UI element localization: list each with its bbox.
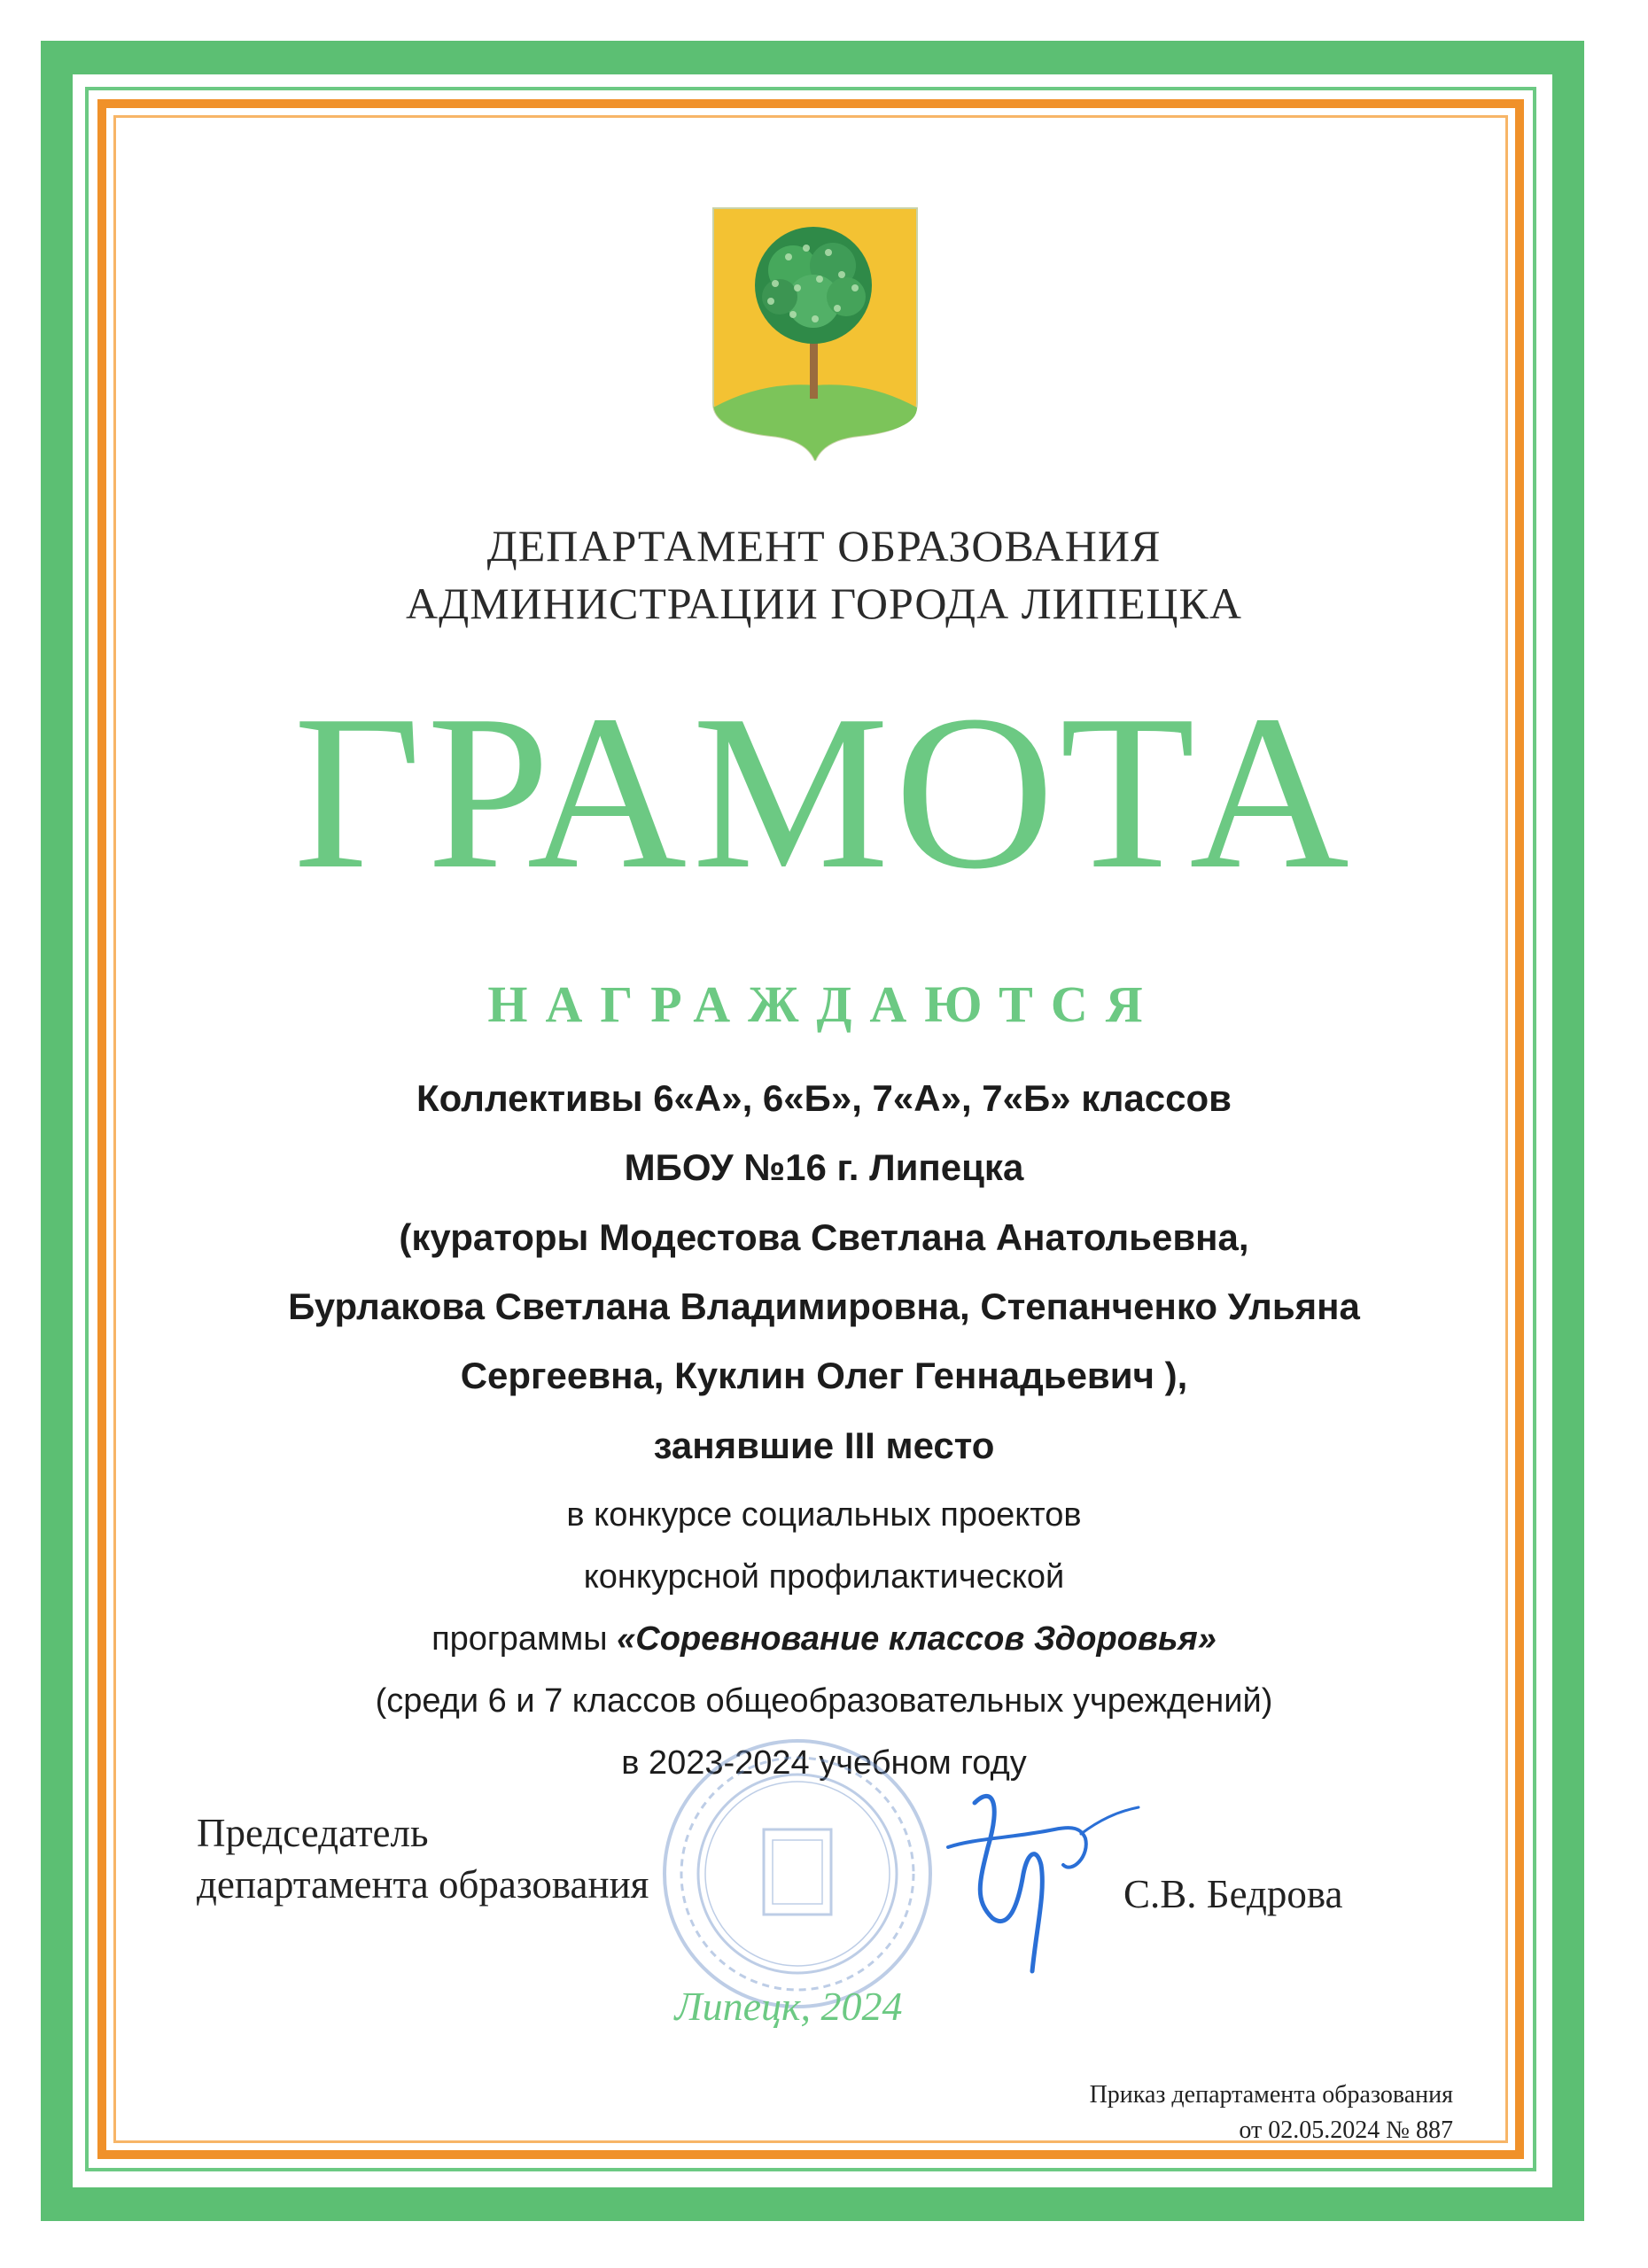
place-taken: занявшие III место [653, 1425, 995, 1466]
order-reference [975, 2078, 1453, 2148]
recipients-line-4: Бурлакова Светлана Владимировна, Степанченко Ульяна [288, 1285, 1360, 1327]
contest-line-1: в конкурсе социальных проектов [566, 1496, 1082, 1534]
department-line-2: АДМИНИСТРАЦИИ ГОРОДА ЛИПЕЦКА [406, 579, 1242, 628]
official-stamp-icon [656, 1732, 939, 2016]
contest-line-5: в 2023-2024 учебном году [621, 1744, 1027, 1782]
contest-line-3 [0, 1612, 1648, 1666]
signer-name: С.В. Бедрова [1123, 1872, 1343, 1916]
position-line-1: Председатель [197, 1811, 429, 1855]
recipients-line-1: Коллективы 6«А», 6«Б», 7«А», 7«Б» классов [416, 1077, 1232, 1119]
order-line-2: от 02.05.2024 № 887 [1239, 2117, 1453, 2144]
contest-line-4: (среди 6 и 7 классов общеобразовательных учреждений) [375, 1682, 1273, 1720]
signatory-position [197, 1807, 649, 1910]
handwritten-signature-icon [939, 1767, 1143, 1989]
order-line-1: Приказ департамента образования [1089, 2081, 1453, 2109]
awarded-label: НАГРАЖДАЮТСЯ [487, 975, 1161, 1033]
department-line-1: ДЕПАРТАМЕНТ ОБРАЗОВАНИЯ [486, 521, 1162, 571]
program-prefix: программы [431, 1620, 618, 1658]
contest-line-2: конкурсной профилактической [583, 1558, 1065, 1596]
certificate-title: ГРАМОТА [293, 670, 1355, 915]
recipients-line-2: МБОУ №16 г. Липецка [624, 1146, 1024, 1188]
position-line-2: департамента образования [197, 1862, 649, 1907]
coat-of-arms-icon [709, 204, 921, 461]
place-year: Липецк, 2024 [674, 1984, 903, 2029]
program-name: «Соревнование классов Здоровья» [617, 1620, 1217, 1658]
recipients-line-5: Сергеевна, Куклин Олег Геннадьевич ), [460, 1355, 1188, 1396]
recipients-line-3: (кураторы Модестова Светлана Анатольевна, [399, 1216, 1249, 1258]
